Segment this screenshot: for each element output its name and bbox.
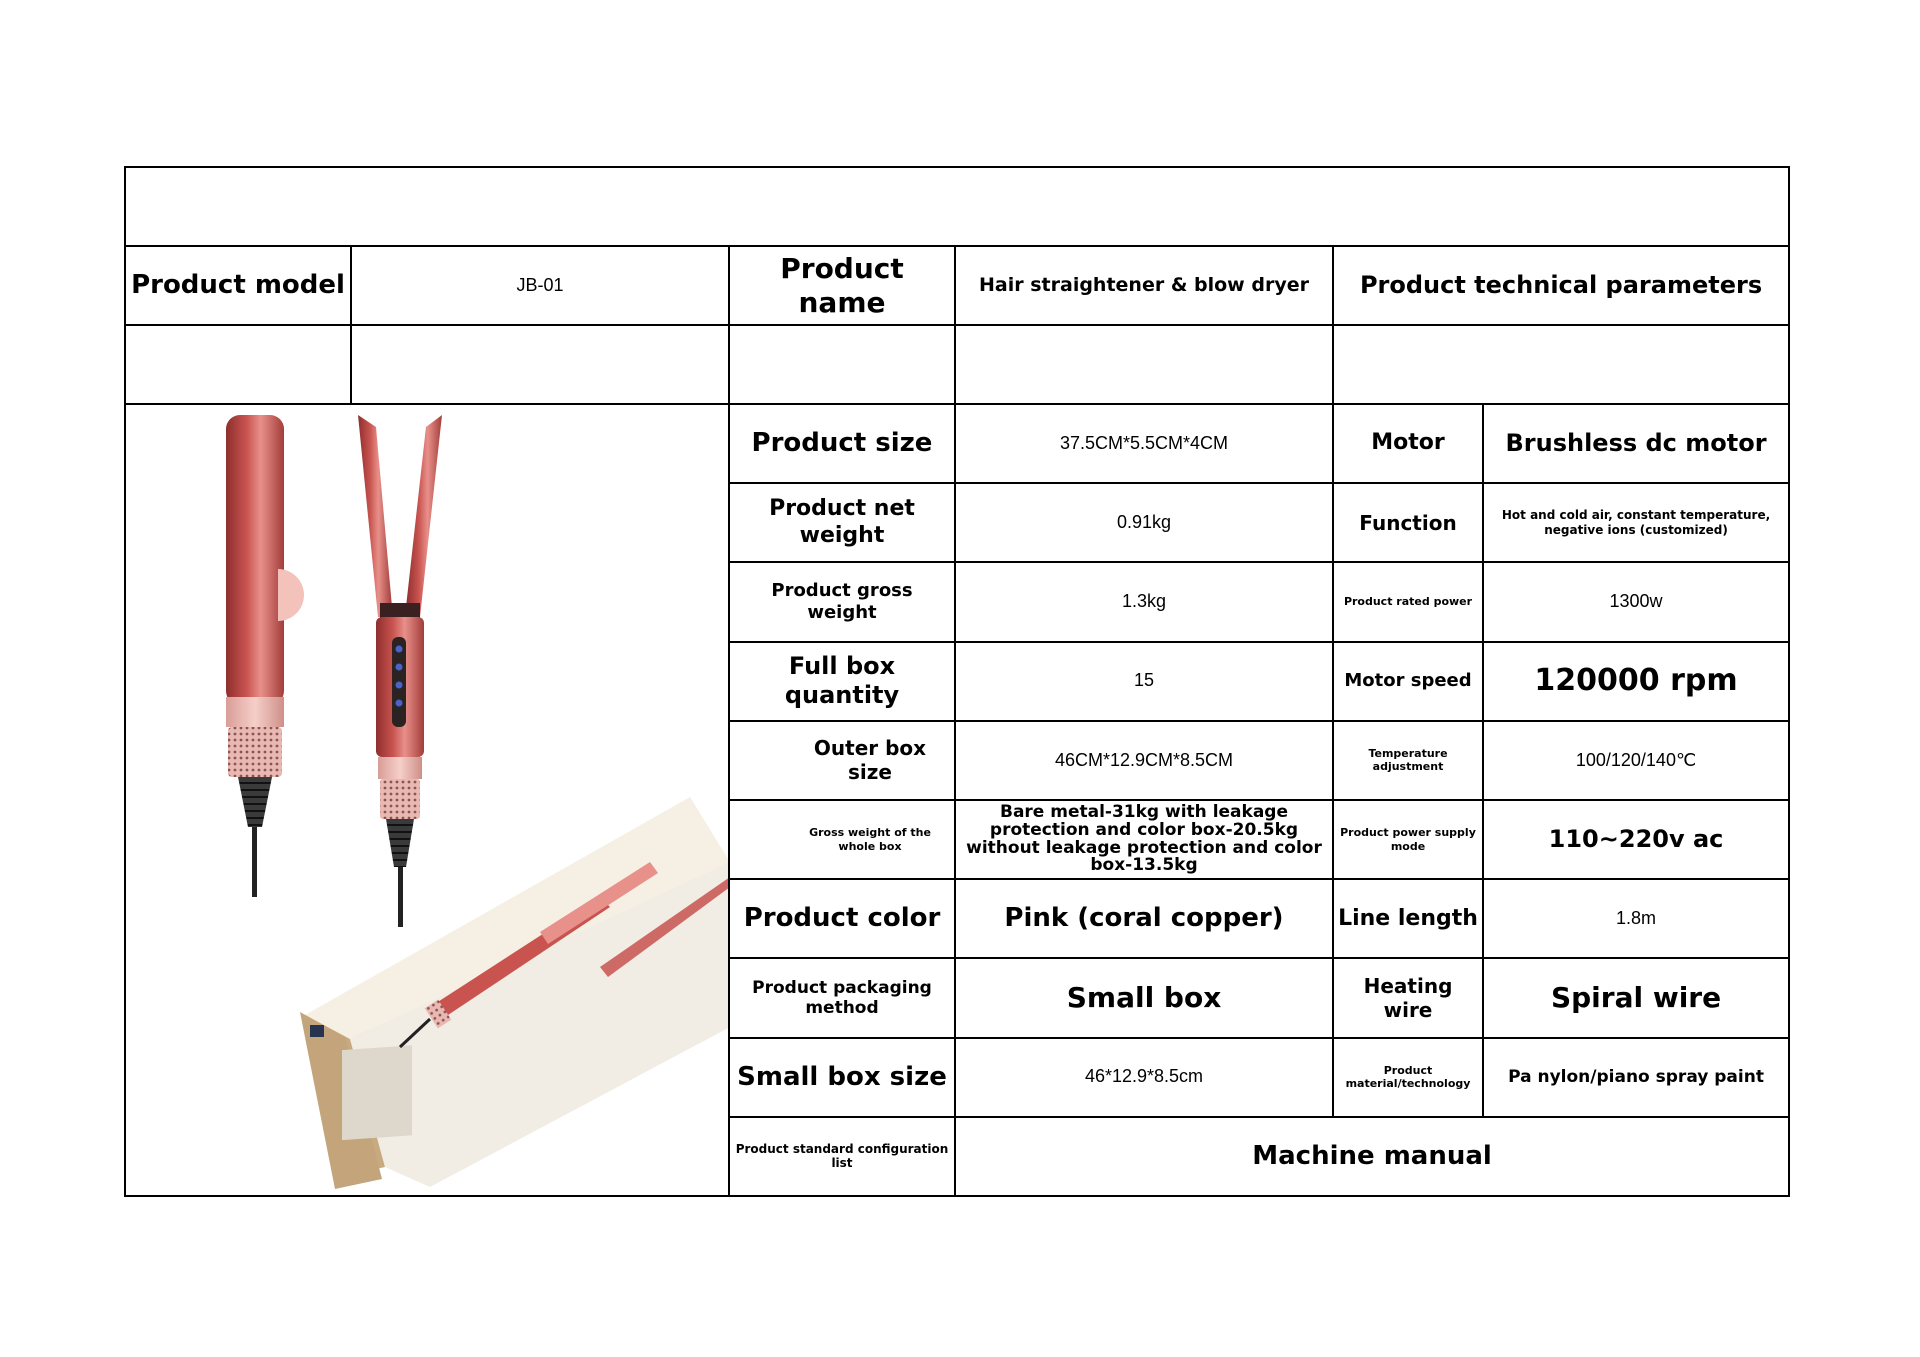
heating-wire-label: Heating wire <box>1333 958 1483 1037</box>
packaging-method-value: Small box <box>955 958 1333 1037</box>
spec-sheet <box>124 166 1788 1192</box>
blank-cell <box>125 325 351 404</box>
motor-speed-value: 120000 rpm <box>1483 642 1789 721</box>
material-technology-label: Product material/technology <box>1333 1038 1483 1117</box>
hair-dryer-icon <box>226 415 304 897</box>
rated-power-value: 1300w <box>1483 562 1789 641</box>
table-row-blank-top <box>125 167 1789 246</box>
net-weight-label: Product net weight <box>729 483 955 562</box>
product-size-label: Product size <box>729 404 955 483</box>
small-box-size-value: 46*12.9*8.5cm <box>955 1038 1333 1117</box>
table-row-header <box>125 246 1789 325</box>
gross-weight-label: Product gross weight <box>729 562 955 641</box>
product-box-icon <box>300 797 729 1189</box>
blank-cell <box>955 325 1333 404</box>
motor-value: Brushless dc motor <box>1483 404 1789 483</box>
table-row <box>125 404 1789 483</box>
box-quantity-label: Full box quantity <box>729 642 955 721</box>
configuration-list-value: Machine manual <box>955 1117 1789 1196</box>
motor-speed-label: Motor speed <box>1333 642 1483 721</box>
power-supply-mode-label: Product power supply mode <box>1333 800 1483 879</box>
blank-cell <box>351 325 729 404</box>
small-box-size-label: Small box size <box>729 1038 955 1117</box>
line-length-value: 1.8m <box>1483 879 1789 958</box>
box-gross-weight-value: Bare metal-31kg with leakage protection and color box-20.5kg without leakage protection and color box-13.5kg <box>955 800 1333 879</box>
product-photo <box>130 407 729 1193</box>
product-model-value: JB-01 <box>351 246 729 325</box>
rated-power-label: Product rated power <box>1333 562 1483 641</box>
temperature-adjustment-value: 100/120/140℃ <box>1483 721 1789 800</box>
blank-cell <box>729 325 955 404</box>
product-name-value: Hair straightener & blow dryer <box>955 246 1333 325</box>
technical-parameters-heading: Product technical parameters <box>1333 246 1789 325</box>
product-size-value: 37.5CM*5.5CM*4CM <box>955 404 1333 483</box>
configuration-list-label: Product standard configuration list <box>729 1117 955 1196</box>
box-quantity-value: 15 <box>955 642 1333 721</box>
line-length-label: Line length <box>1333 879 1483 958</box>
outer-box-size-value: 46CM*12.9CM*8.5CM <box>955 721 1333 800</box>
material-technology-value: Pa nylon/piano spray paint <box>1483 1038 1789 1117</box>
blank-header-cell <box>125 167 1789 246</box>
product-color-value: Pink (coral copper) <box>955 879 1333 958</box>
packaging-method-label: Product packaging method <box>729 958 955 1037</box>
product-color-label: Product color <box>729 879 955 958</box>
motor-label: Motor <box>1333 404 1483 483</box>
power-supply-mode-value: 110~220v ac <box>1483 800 1789 879</box>
heating-wire-value: Spiral wire <box>1483 958 1789 1037</box>
function-value: Hot and cold air, constant temperature, negative ions (customized) <box>1483 483 1789 562</box>
gross-weight-value: 1.3kg <box>955 562 1333 641</box>
box-gross-weight-label: Gross weight of the whole box <box>729 800 955 879</box>
table-row-blank <box>125 325 1789 404</box>
outer-box-size-label: Outer box size <box>729 721 955 800</box>
hair-straightener-icon <box>358 415 442 927</box>
blank-cell <box>1333 325 1789 404</box>
temperature-adjustment-label: Temperature adjustment <box>1333 721 1483 800</box>
product-model-label: Product model <box>125 246 351 325</box>
product-name-label: Product name <box>729 246 955 325</box>
product-image-cell <box>125 404 729 1196</box>
spec-table <box>124 166 1790 1197</box>
function-label: Function <box>1333 483 1483 562</box>
net-weight-value: 0.91kg <box>955 483 1333 562</box>
